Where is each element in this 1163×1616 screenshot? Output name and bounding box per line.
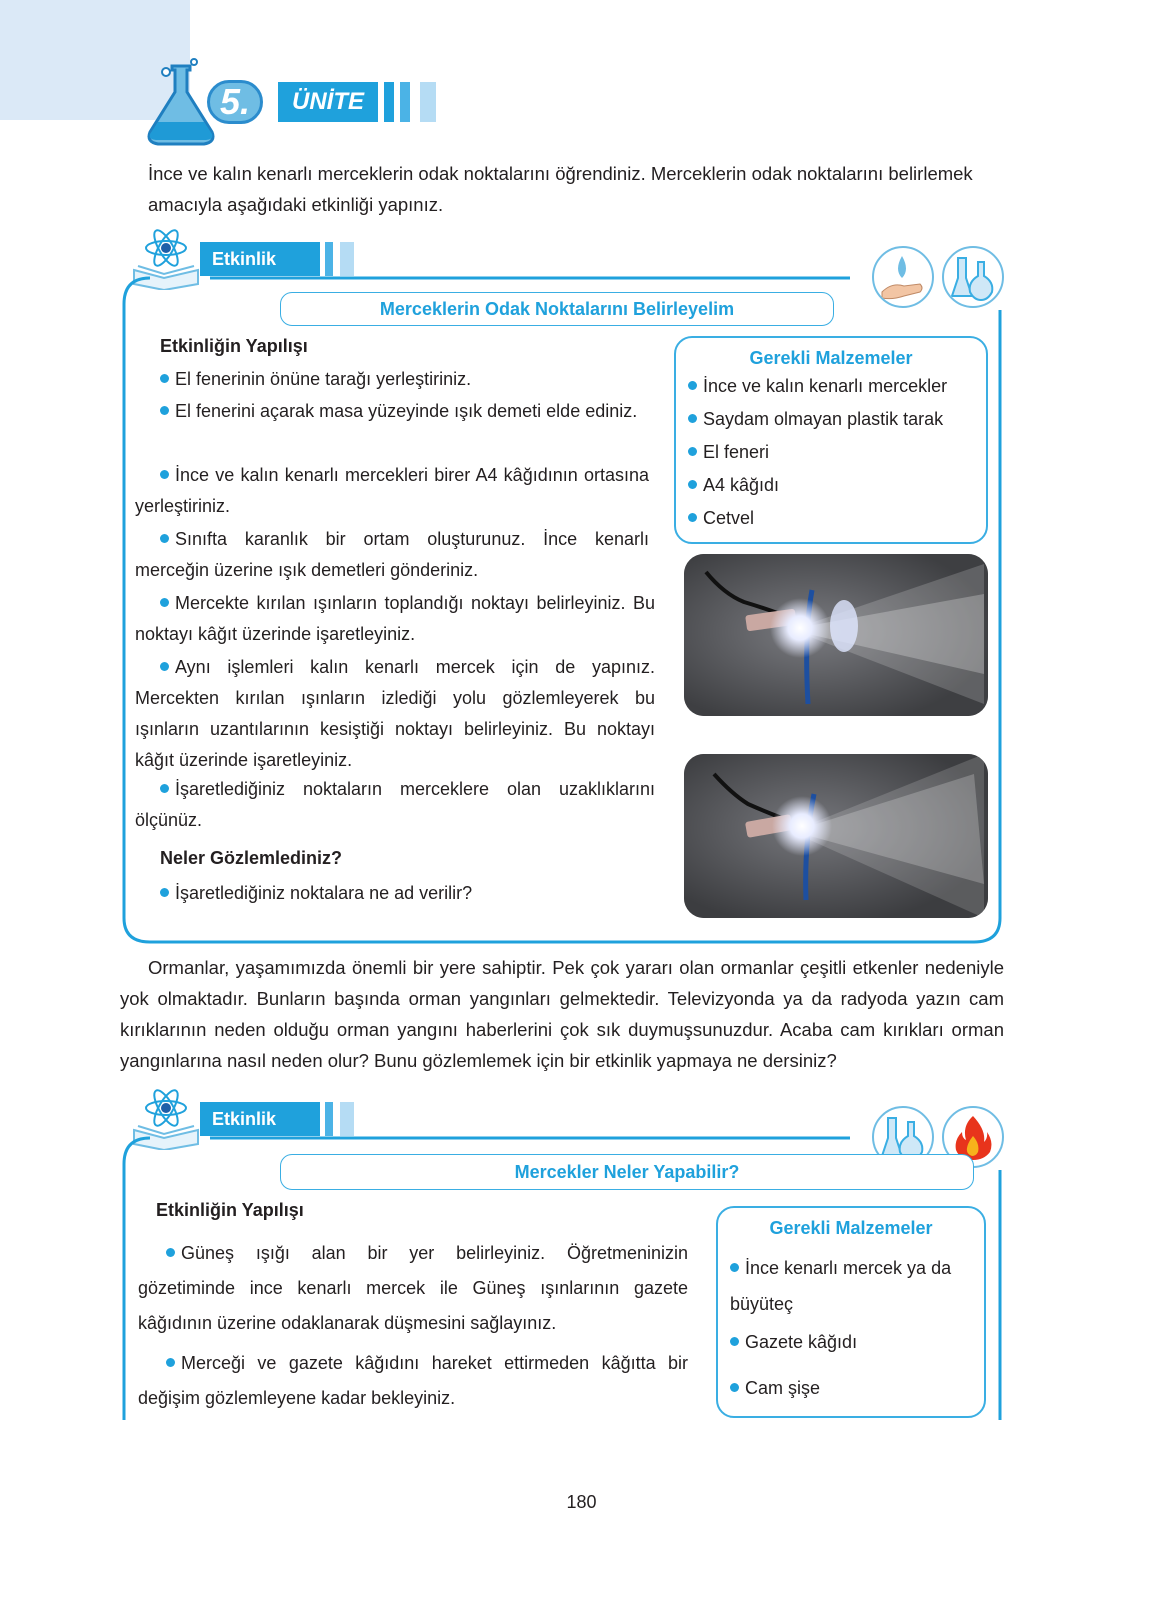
unit-label: ÜNİTE xyxy=(278,82,378,122)
unit-number: 5. xyxy=(207,80,263,124)
activity1-steps-heading: Etkinliğin Yapılışı xyxy=(160,336,308,356)
activity1-observe-item: İşaretlediğiniz noktalara ne ad verilir? xyxy=(160,878,650,909)
bullet-icon xyxy=(688,513,697,522)
bullet-icon xyxy=(730,1337,739,1346)
bullet-icon xyxy=(160,470,169,479)
activity2-materials-title: Gerekli Malzemeler xyxy=(769,1218,933,1238)
header-stripe xyxy=(384,82,394,122)
bullet-icon xyxy=(166,1248,175,1257)
hand-water-icon xyxy=(872,246,934,308)
activity2-title: Mercekler Neler Yapabilir? xyxy=(280,1154,974,1190)
activity2-step: Merceği ve gazete kâğıdını hareket ettirmeden kâğıtta bir değişim gözlemleyene kadar bekleyiniz. xyxy=(138,1353,688,1408)
activity1-title: Merceklerin Odak Noktalarını Belirleyelim xyxy=(280,292,834,326)
activity1-step: Aynı işlemleri kalın kenarlı mercek için de yapınız. Mercekten kırılan ışınların izlediği yolu gözlemleyerek bu ışınların uzantılarının kesiştiği noktayı belirleyiniz. Bu noktayı kâğıt üzerinde işaretleyiniz. xyxy=(135,657,655,770)
middle-paragraph: Ormanlar, yaşamımızda önemli bir yere sahiptir. Pek çok yararı olan ormanlar çeşitli etkenler nedeniyle yok olmaktadır. Bunların başında orman yangınları gelmektedir. Televizyonda ya da radyoda yazın cam kırıklarının neden olduğu orman yangını haberlerini çok sık duymuşsunuzdur. Acaba cam kırıkları orman yangınlarına nasıl neden olur? Bunu gözlemlemek için bir etkinlik yapmaya ne dersiniz? xyxy=(120,957,1004,1071)
activity1-step: Sınıfta karanlık bir ortam oluşturunuz. İnce kenarlı merceğin üzerine ışık demetleri gönderiniz. xyxy=(135,529,649,580)
material-item: İnce kenarlı mercek ya da büyüteç xyxy=(730,1258,952,1314)
bullet-icon xyxy=(688,447,697,456)
bullet-icon xyxy=(688,414,697,423)
page-number: 180 xyxy=(566,1492,597,1512)
bullet-icon xyxy=(166,1358,175,1367)
bullet-icon xyxy=(160,662,169,671)
activity1-materials-box xyxy=(674,336,988,544)
activity2-materials-box xyxy=(716,1206,986,1418)
material-item: A4 kâğıdı xyxy=(688,475,779,496)
lab-glassware-icon xyxy=(942,246,1004,308)
thick-lens-light-photo xyxy=(684,754,988,918)
activity2-tag: Etkinlik xyxy=(200,1102,312,1136)
activity1-step: El fenerinin önüne tarağı yerleştiriniz. xyxy=(160,364,650,395)
bullet-icon xyxy=(160,534,169,543)
intro-paragraph: İnce ve kalın kenarlı merceklerin odak noktalarını öğrendiniz. Merceklerin odak noktalarını belirlemek amacıyla aşağıdaki etkinliği yapınız. xyxy=(148,163,973,215)
material-item: Cetvel xyxy=(688,508,754,529)
bullet-icon xyxy=(160,784,169,793)
header-stripe xyxy=(400,82,410,122)
bullet-icon xyxy=(160,888,169,897)
bullet-icon xyxy=(160,598,169,607)
thin-lens-light-photo xyxy=(684,554,988,716)
bullet-icon xyxy=(730,1263,739,1272)
activity1-materials-title: Gerekli Malzemeler xyxy=(749,348,913,368)
bullet-icon xyxy=(160,374,169,383)
activity1-tag: Etkinlik xyxy=(200,242,312,276)
activity1-step: İnce ve kalın kenarlı mercekleri birer A4 kâğıdının ortasına yerleştiriniz. xyxy=(135,465,649,516)
bullet-icon xyxy=(730,1383,739,1392)
bullet-icon xyxy=(688,381,697,390)
material-item: Saydam olmayan plastik tarak xyxy=(688,409,943,430)
bullet-icon xyxy=(688,480,697,489)
unit-number-chip xyxy=(207,80,263,124)
header-stripe xyxy=(420,82,436,122)
material-item: Cam şişe xyxy=(730,1378,820,1399)
activity1-observe-heading: Neler Gözlemlediniz? xyxy=(160,848,343,868)
material-item: El feneri xyxy=(688,442,769,463)
material-item: Gazete kâğıdı xyxy=(730,1332,857,1353)
activity2-steps-heading: Etkinliğin Yapılışı xyxy=(156,1200,304,1220)
material-item: İnce ve kalın kenarlı mercekler xyxy=(688,376,947,397)
activity1-step: El fenerini açarak masa yüzeyinde ışık demeti elde ediniz. xyxy=(135,396,649,427)
activity1-step: Mercekte kırılan ışınların toplandığı noktayı belirleyiniz. Bu noktayı kâğıt üzerinde işaretleyiniz. xyxy=(135,593,655,644)
activity2-step: Güneş ışığı alan bir yer belirleyiniz. Öğretmeninizin gözetiminde ince kenarlı mercek ile Güneş ışınlarının gazete kâğıdının üzerine odaklanarak düşmesini sağlayınız. xyxy=(138,1243,688,1333)
bullet-icon xyxy=(160,406,169,415)
activity1-step: İşaretlediğiniz noktaların merceklere olan uzaklıklarını ölçünüz. xyxy=(135,779,655,830)
